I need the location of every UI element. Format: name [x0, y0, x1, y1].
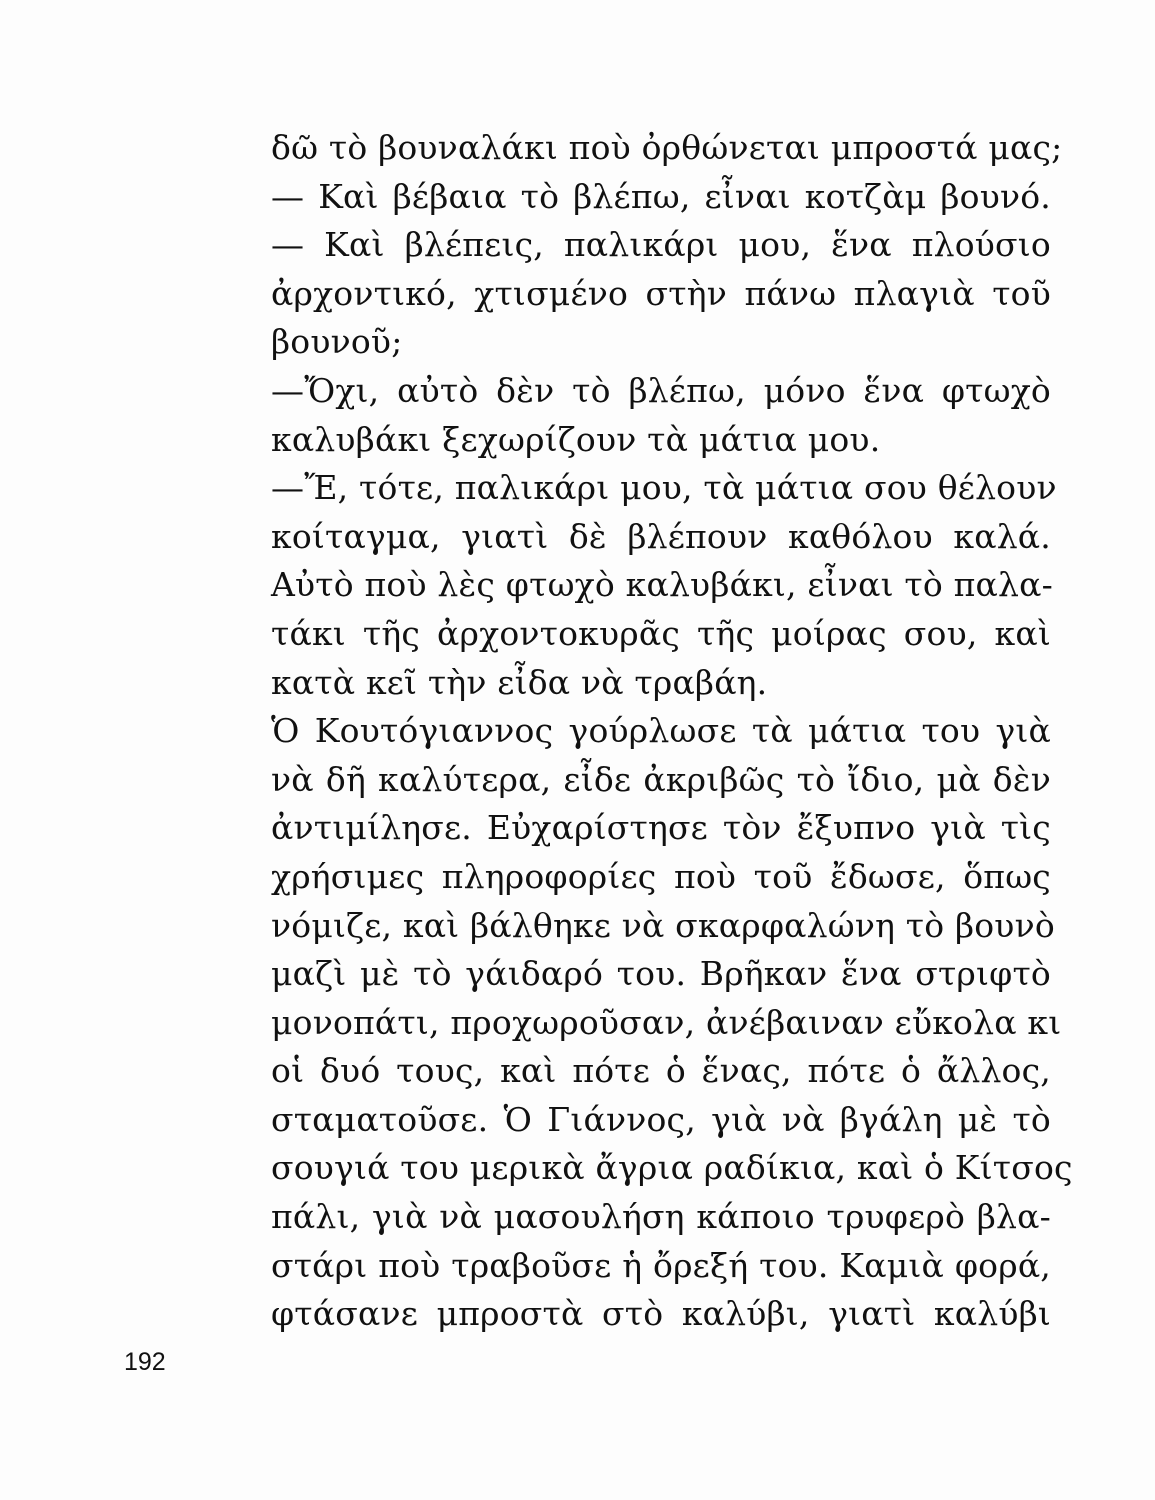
text-line: νὰ δῆ καλύτερα, εἶδε ἀκριβῶς τὸ ἴδιο, μὰ δὲν [271, 759, 1051, 799]
text-line: νόμιζε, καὶ βάλθηκε νὰ σκαρφαλώνη τὸ βουνὸ [271, 905, 1055, 945]
text-line: οἱ δυό τους, καὶ πότε ὁ ἕνας, πότε ὁ ἄλλος, [271, 1051, 1051, 1091]
text-line: ἀντιμίλησε. Εὐχαρίστησε τὸν ἔξυπνο γιὰ τὶς [271, 808, 1051, 848]
text-line: καλυβάκι ξεχωρίζουν τὰ μάτια μου. [271, 419, 881, 459]
text-line: σταματοῦσε. Ὁ Γιάννος, γιὰ νὰ βγάλη μὲ τὸ [271, 1099, 1051, 1139]
text-line: σουγιά του μερικὰ ἄγρια ραδίκια, καὶ ὁ Κίτσος [271, 1148, 1073, 1188]
body-text [271, 124, 1073, 1339]
text-line: —Ὄχι, αὐτὸ δὲν τὸ βλέπω, μόνο ἕνα φτωχὸ [271, 370, 1051, 410]
text-line: στάρι ποὺ τραβοῦσε ἡ ὄρεξή του. Καμιὰ φορά, [271, 1245, 1051, 1285]
text-line: —Ἔ, τότε, παλικάρι μου, τὰ μάτια σου θέλουν [271, 468, 1057, 508]
text-line: — Καὶ βέβαια τὸ βλέπω, εἶναι κοτζὰμ βουνό. [271, 176, 1051, 216]
text-line: τάκι τῆς ἀρχοντοκυρᾶς τῆς μοίρας σου, καὶ [271, 613, 1051, 653]
text-line: — Καὶ βλέπεις, παλικάρι μου, ἕνα πλούσιο [271, 225, 1051, 265]
text-line: φτάσανε μπροστὰ στὸ καλύβι, γιατὶ καλύβι [271, 1294, 1051, 1334]
text-line: κοίταγμα, γιατὶ δὲ βλέπουν καθόλου καλά. [271, 516, 1051, 556]
text-line: βουνοῦ; [271, 322, 403, 362]
text-line: χρήσιμες πληροφορίες ποὺ τοῦ ἔδωσε, ὅπως [271, 856, 1051, 896]
text-line: μαζὶ μὲ τὸ γάιδαρό του. Βρῆκαν ἕνα στριφτὸ [271, 954, 1051, 994]
text-line: μονοπάτι, προχωροῦσαν, ἀνέβαιναν εὔκολα κι [271, 1002, 1062, 1042]
text-line: ἀρχοντικό, χτισμένο στὴν πάνω πλαγιὰ τοῦ [271, 273, 1051, 313]
text-line: δῶ τὸ βουναλάκι ποὺ ὀρθώνεται μπροστά μας; [271, 128, 1063, 167]
text-line: Αὐτὸ ποὺ λὲς φτωχὸ καλυβάκι, εἶναι τὸ παλα- [271, 565, 1053, 605]
page-number: 192 [124, 1348, 166, 1376]
text-line: κατὰ κεῖ τὴν εἶδα νὰ τραβάη. [271, 662, 768, 702]
text-line: πάλι, γιὰ νὰ μασουλήση κάποιο τρυφερὸ βλα- [271, 1197, 1051, 1237]
text-line: Ὁ Κουτόγιαννος γούρλωσε τὰ μάτια του γιὰ [271, 711, 1051, 751]
